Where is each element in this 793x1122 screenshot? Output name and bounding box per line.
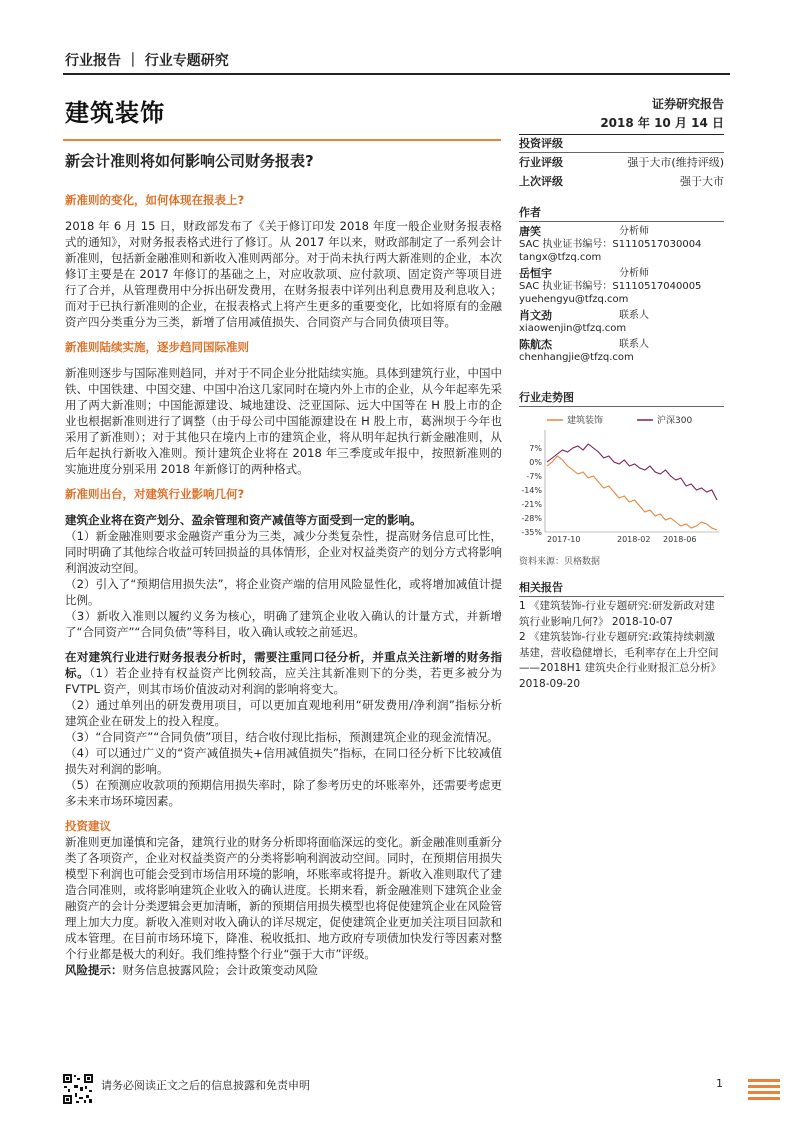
rating-label: 行业评级 bbox=[519, 156, 563, 169]
chart-lines bbox=[547, 444, 717, 530]
title-underline bbox=[63, 139, 501, 141]
author-role: 联系人 bbox=[619, 339, 649, 350]
author-name: 陈航杰 bbox=[519, 338, 552, 351]
list-item: （2）引入了“预期信用损失法”，将企业资产端的信用风险显性化，或将增加减值计提比例。 bbox=[65, 577, 502, 607]
rating-row bbox=[519, 153, 724, 172]
x-tick-label: 2018-06 bbox=[663, 535, 697, 544]
y-tick-label: -7% bbox=[526, 472, 542, 481]
author-email[interactable]: tangx@tfzq.com bbox=[519, 252, 602, 263]
legend-label: 建筑装饰 bbox=[567, 416, 604, 426]
trend-section bbox=[519, 390, 724, 407]
report-title: 建筑装饰 bbox=[65, 99, 165, 127]
section-heading: 投资建议 bbox=[65, 819, 111, 833]
author-role: 分析师 bbox=[619, 268, 649, 279]
paragraph: 新准则逐步与国际准则趋同，并对于不同企业分批陆续实施。具体到建筑行业，中国中铁、中国铁建、中国交建、中国中冶这几家同时在境内外上市的企业，从今年起率先采用了两大新准则；中国能源建设、城地建设、泛亚国际、远大中国等在 H 股上市的企业也根据新准则进行了调整（由于母公司中国能源建设在 H 股上市，葛洲坝于今年也采用了新准则）；对于其他只在境内上市的建筑企业，将从明年起执行新金融准则，从后年起执行新收入准则。预计建筑企业将在 2018 年三季度或年报中，按照新准则的实施进度分别采用 2018 年新修订的两种格式。 bbox=[65, 366, 502, 476]
x-tick-label: 2017-10 bbox=[547, 535, 581, 544]
paragraph: 2018 年 6 月 15 日，财政部发布了《关于修订印发 2018 年度一般企业财务报表格式的通知》，对财务报表格式进行了修订。从 2017 年以来，财政部制定了一系列会计新准则，包括新金融准则和新收入准则两部分。对于尚未执行两大新准则的企业，本次修订主要是在 2017 年修订的基础之上，对应收款项、应付款项、固定资产等项目进行了合并，从管理费用中分拆出研发费用，在财务报表中详列出利息费用及利息收入；而对于已执行新准则的企业，在报表格式上将产生更多的重要变化，比如将原有的金融资产四分类重分为三类，新增了信用减值损失、合同资产与合同负债项目等。 bbox=[65, 219, 502, 329]
chart-x-axis bbox=[547, 535, 696, 544]
related-report-date: 2018-10-07 bbox=[611, 615, 673, 628]
related-report-title[interactable]: 2 《建筑装饰-行业专题研究:政策持续刺激基建，营收稳健增长，毛利率存在上升空间——2018H1 建筑央企行业财报汇总分析》 bbox=[519, 631, 722, 674]
chart-y-axis bbox=[521, 430, 719, 537]
related-section bbox=[519, 580, 724, 692]
prev-rating-value: 强于大市 bbox=[680, 175, 724, 188]
author-name: 岳恒宇 bbox=[519, 267, 552, 280]
author-list bbox=[519, 225, 724, 364]
header-divider bbox=[63, 73, 730, 75]
qr-code-icon bbox=[62, 1073, 94, 1105]
author-email[interactable]: yuehengyu@tfzq.com bbox=[519, 294, 629, 305]
author-cert: SAC 执业证书编号：S1110517040005 bbox=[519, 281, 702, 292]
rating-value: 强于大市(维持评级) bbox=[627, 156, 724, 169]
list-item: （1）新金融准则要求金融资产重分为三类，减少分类复杂性，提高财务信息可比性，同时明确了其他综合收益可转回损益的具体情形，企业对权益类资产的划分方式将影响利润波动空间。 bbox=[65, 529, 502, 575]
y-tick-label: -21% bbox=[521, 500, 542, 509]
series-line bbox=[547, 456, 717, 530]
author-name: 肖文劲 bbox=[519, 309, 552, 322]
related-report[interactable] bbox=[519, 630, 724, 692]
section-heading: 新准则陆续实施，逐步趋同国际准则 bbox=[65, 340, 249, 354]
related-report[interactable] bbox=[519, 599, 724, 630]
main-column bbox=[65, 192, 502, 978]
risk-note bbox=[65, 962, 502, 978]
authors-title: 作者 bbox=[519, 206, 541, 219]
page-number: 1 bbox=[716, 1077, 723, 1090]
y-tick-label: 0% bbox=[529, 458, 542, 467]
author-email[interactable]: xiaowenjin@tfzq.com bbox=[519, 323, 627, 334]
bold-lead: 在对建筑行业进行财务报表分析时，需要注重同口径分析，并重点关注新增的财务指标。 bbox=[65, 650, 502, 680]
list-item: （1）若企业持有权益资产比例较高，应关注其新准则下的分类，若更多被分为 FVTPL 资产，则其市场价值波动对利润的影响将变大。 bbox=[65, 666, 503, 696]
list-item: （5）在预测应收款项的预期信用损失率时，除了参考历史的坏账率外，还需要考虑更多未来市场环境因素。 bbox=[65, 778, 502, 808]
list-item: （3）新收入准则以履约义务为核心，明确了建筑企业收入确认的计量方式，并新增了“合同资产”“合同负债”等科目，收入确认或较之前延迟。 bbox=[65, 609, 502, 639]
report-subtitle: 新会计准则将如何影响公司财务报表? bbox=[65, 152, 314, 170]
list-item: （3）“合同资产”“合同负债”项目，结合收付现比指标，预测建筑企业的现金流情况。 bbox=[65, 730, 499, 744]
analysis-paragraph bbox=[65, 649, 502, 697]
rating-title: 投资评级 bbox=[519, 137, 563, 150]
y-tick-label: -28% bbox=[521, 514, 542, 523]
bold-lead: 建筑企业将在资产划分、盈余管理和资产减值等方面受到一定的影响。 bbox=[65, 513, 422, 527]
related-report-date: 2018-09-20 bbox=[519, 677, 581, 690]
company-logo-icon bbox=[748, 1075, 780, 1107]
author-email[interactable]: chenhangjie@tfzq.com bbox=[519, 352, 634, 363]
list-item: （2）通过单列出的研发费用项目，可以更加直观地利用“研发费用/净利润”指标分析建筑企业在研发上的投入程度。 bbox=[65, 698, 502, 728]
chart-source: 资料来源：贝格数据 bbox=[519, 557, 601, 567]
y-tick-label: -35% bbox=[521, 528, 542, 537]
author-role: 分析师 bbox=[619, 226, 649, 237]
risk-text: 财务信息披露风险；会计政策变动风险 bbox=[122, 963, 318, 977]
related-title: 相关报告 bbox=[519, 581, 563, 594]
footer-disclaimer: 请务必阅读正文之后的信息披露和免责申明 bbox=[101, 1079, 310, 1092]
report-type: 证券研究报告 bbox=[651, 97, 724, 111]
author-role: 联系人 bbox=[619, 310, 649, 321]
paragraph: 新准则更加谨慎和完备，建筑行业的财务分析即将面临深远的变化。新金融准则重新分类了各项资产，企业对权益类资产的分类将影响利润波动空间。同时，在预期信用损失模型下利润也可能会受到市场信用环境的影响，坏账率或将提升。新收入准则取代了建造合同准则，或将影响建筑企业收入的确认进度。长期来看，新金融准则下建筑企业金融资产的会计分类逻辑会更加清晰，新的预期信用损失模型也将促使建筑企业在风险管理上加大力度。新收入准则对收入确认的详尽规定，促使建筑企业更加关注项目回款和成本管理。在目前市场环境下，降准、税收抵扣、地方政府专项债加快发行等因素对整个行业都是极大的利好。我们维持整个行业“强于大市”评级。 bbox=[65, 835, 502, 961]
report-date: 2018 年 10 月 14 日 bbox=[600, 116, 724, 130]
report-category: 行业报告 ｜ 行业专题研究 bbox=[65, 53, 229, 69]
section-heading: 新准则的变化，如何体现在报表上? bbox=[65, 193, 245, 207]
y-tick-label: 7% bbox=[529, 444, 542, 453]
y-tick-label: -14% bbox=[521, 486, 542, 495]
legend-label: 沪深300 bbox=[657, 416, 693, 426]
sidebar bbox=[519, 134, 724, 364]
related-report-title[interactable]: 1 《建筑装饰-行业专题研究:研发新政对建筑行业影响几何?》 bbox=[519, 600, 715, 628]
risk-label: 风险提示： bbox=[65, 963, 123, 977]
x-tick-label: 2018-02 bbox=[617, 535, 651, 544]
prev-rating-row bbox=[519, 172, 724, 191]
list-item: （4）可以通过广义的“资产减值损失+信用减值损失”指标，在同口径分析下比较减值损失对利润的影响。 bbox=[65, 746, 502, 776]
author-name: 唐笑 bbox=[519, 225, 541, 238]
section-heading: 新准则出台，对建筑行业影响几何? bbox=[65, 487, 245, 501]
series-line bbox=[547, 444, 717, 500]
author-cert: SAC 执业证书编号：S1110517030004 bbox=[519, 239, 702, 250]
prev-rating-label: 上次评级 bbox=[519, 175, 563, 188]
industry-trend-chart bbox=[519, 410, 724, 545]
trend-title: 行业走势图 bbox=[519, 391, 574, 404]
chart-legend bbox=[547, 414, 692, 426]
